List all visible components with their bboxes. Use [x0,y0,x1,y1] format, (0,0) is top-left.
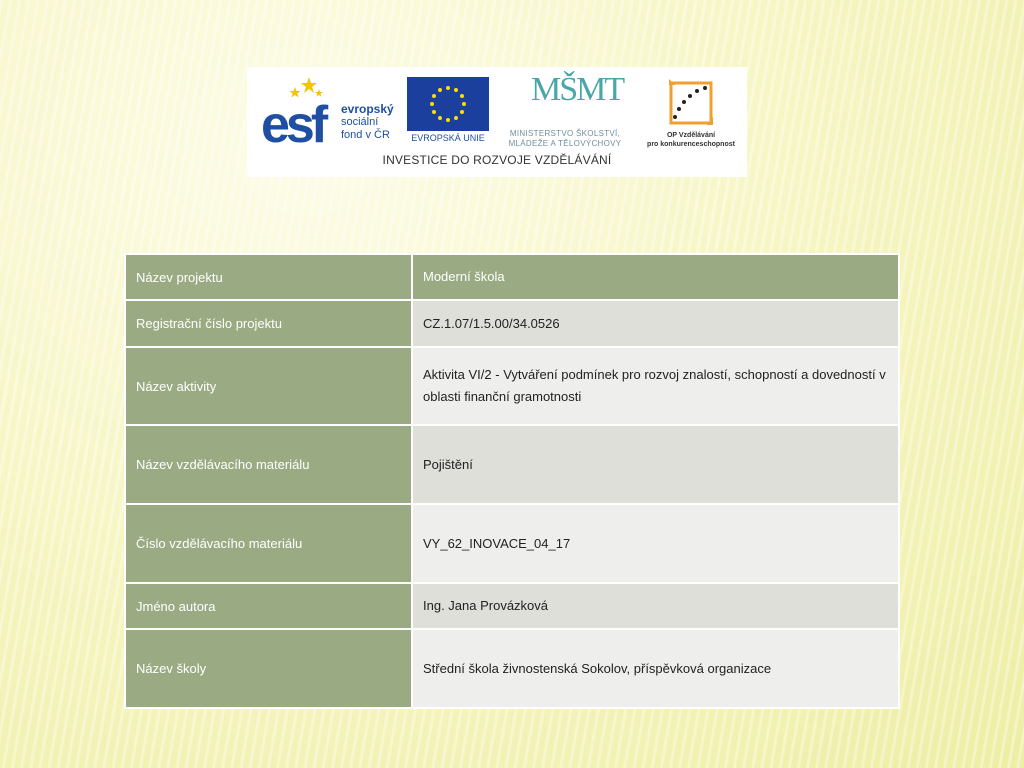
esf-logo [261,75,401,154]
op-vzdelavani-logo [645,73,737,153]
row-value: Ing. Jana Provázková [412,583,899,629]
row-value: CZ.1.07/1.5.00/34.0526 [412,300,899,347]
op-emblem-icon [645,73,737,129]
table-row [125,347,899,425]
eu-logo [407,77,489,143]
esf-caption: evropský sociální fond v ČR [341,102,394,141]
row-value: Moderní škola [412,254,899,300]
row-value: Aktivita VI/2 - Vytváření podmínek pro rozvoj znalostí, schopností a dovedností v oblasti finanční gramotnosti [412,347,899,425]
table-row [125,300,899,347]
row-label: Registrační číslo projektu [125,300,412,347]
row-value: Pojištění [412,425,899,504]
row-label: Jméno autora [125,583,412,629]
table-row [125,583,899,629]
row-value: VY_62_INOVACE_04_17 [412,504,899,583]
esf-mark: esf [261,96,325,154]
eu-flag-icon [407,77,489,131]
row-label: Název aktivity [125,347,412,425]
row-value: Střední škola živnostenská Sokolov, příspěvková organizace [412,629,899,708]
investice-slogan: INVESTICE DO ROZVOJE VZDĚLÁVÁNÍ [382,153,612,167]
msmt-mark: MŠMT [531,71,624,108]
row-label: Číslo vzdělávacího materiálu [125,504,412,583]
row-label: Název projektu [125,254,412,300]
project-info-table [124,253,900,709]
eu-caption: EVROPSKÁ UNIE [411,133,485,143]
table-row [125,504,899,583]
project-logo-banner [247,67,747,177]
row-label: Název vzdělávacího materiálu [125,425,412,504]
msmt-caption: MINISTERSTVO ŠKOLSTVÍ, MLÁDEŽE A TĚLOVÝCHOVY [508,129,622,148]
msmt-logo [495,73,635,149]
row-label: Název školy [125,629,412,708]
table-row [125,254,899,300]
table-row [125,425,899,504]
op-caption: OP Vzdělávání pro konkurenceschopnost [647,132,735,148]
table-row [125,629,899,708]
